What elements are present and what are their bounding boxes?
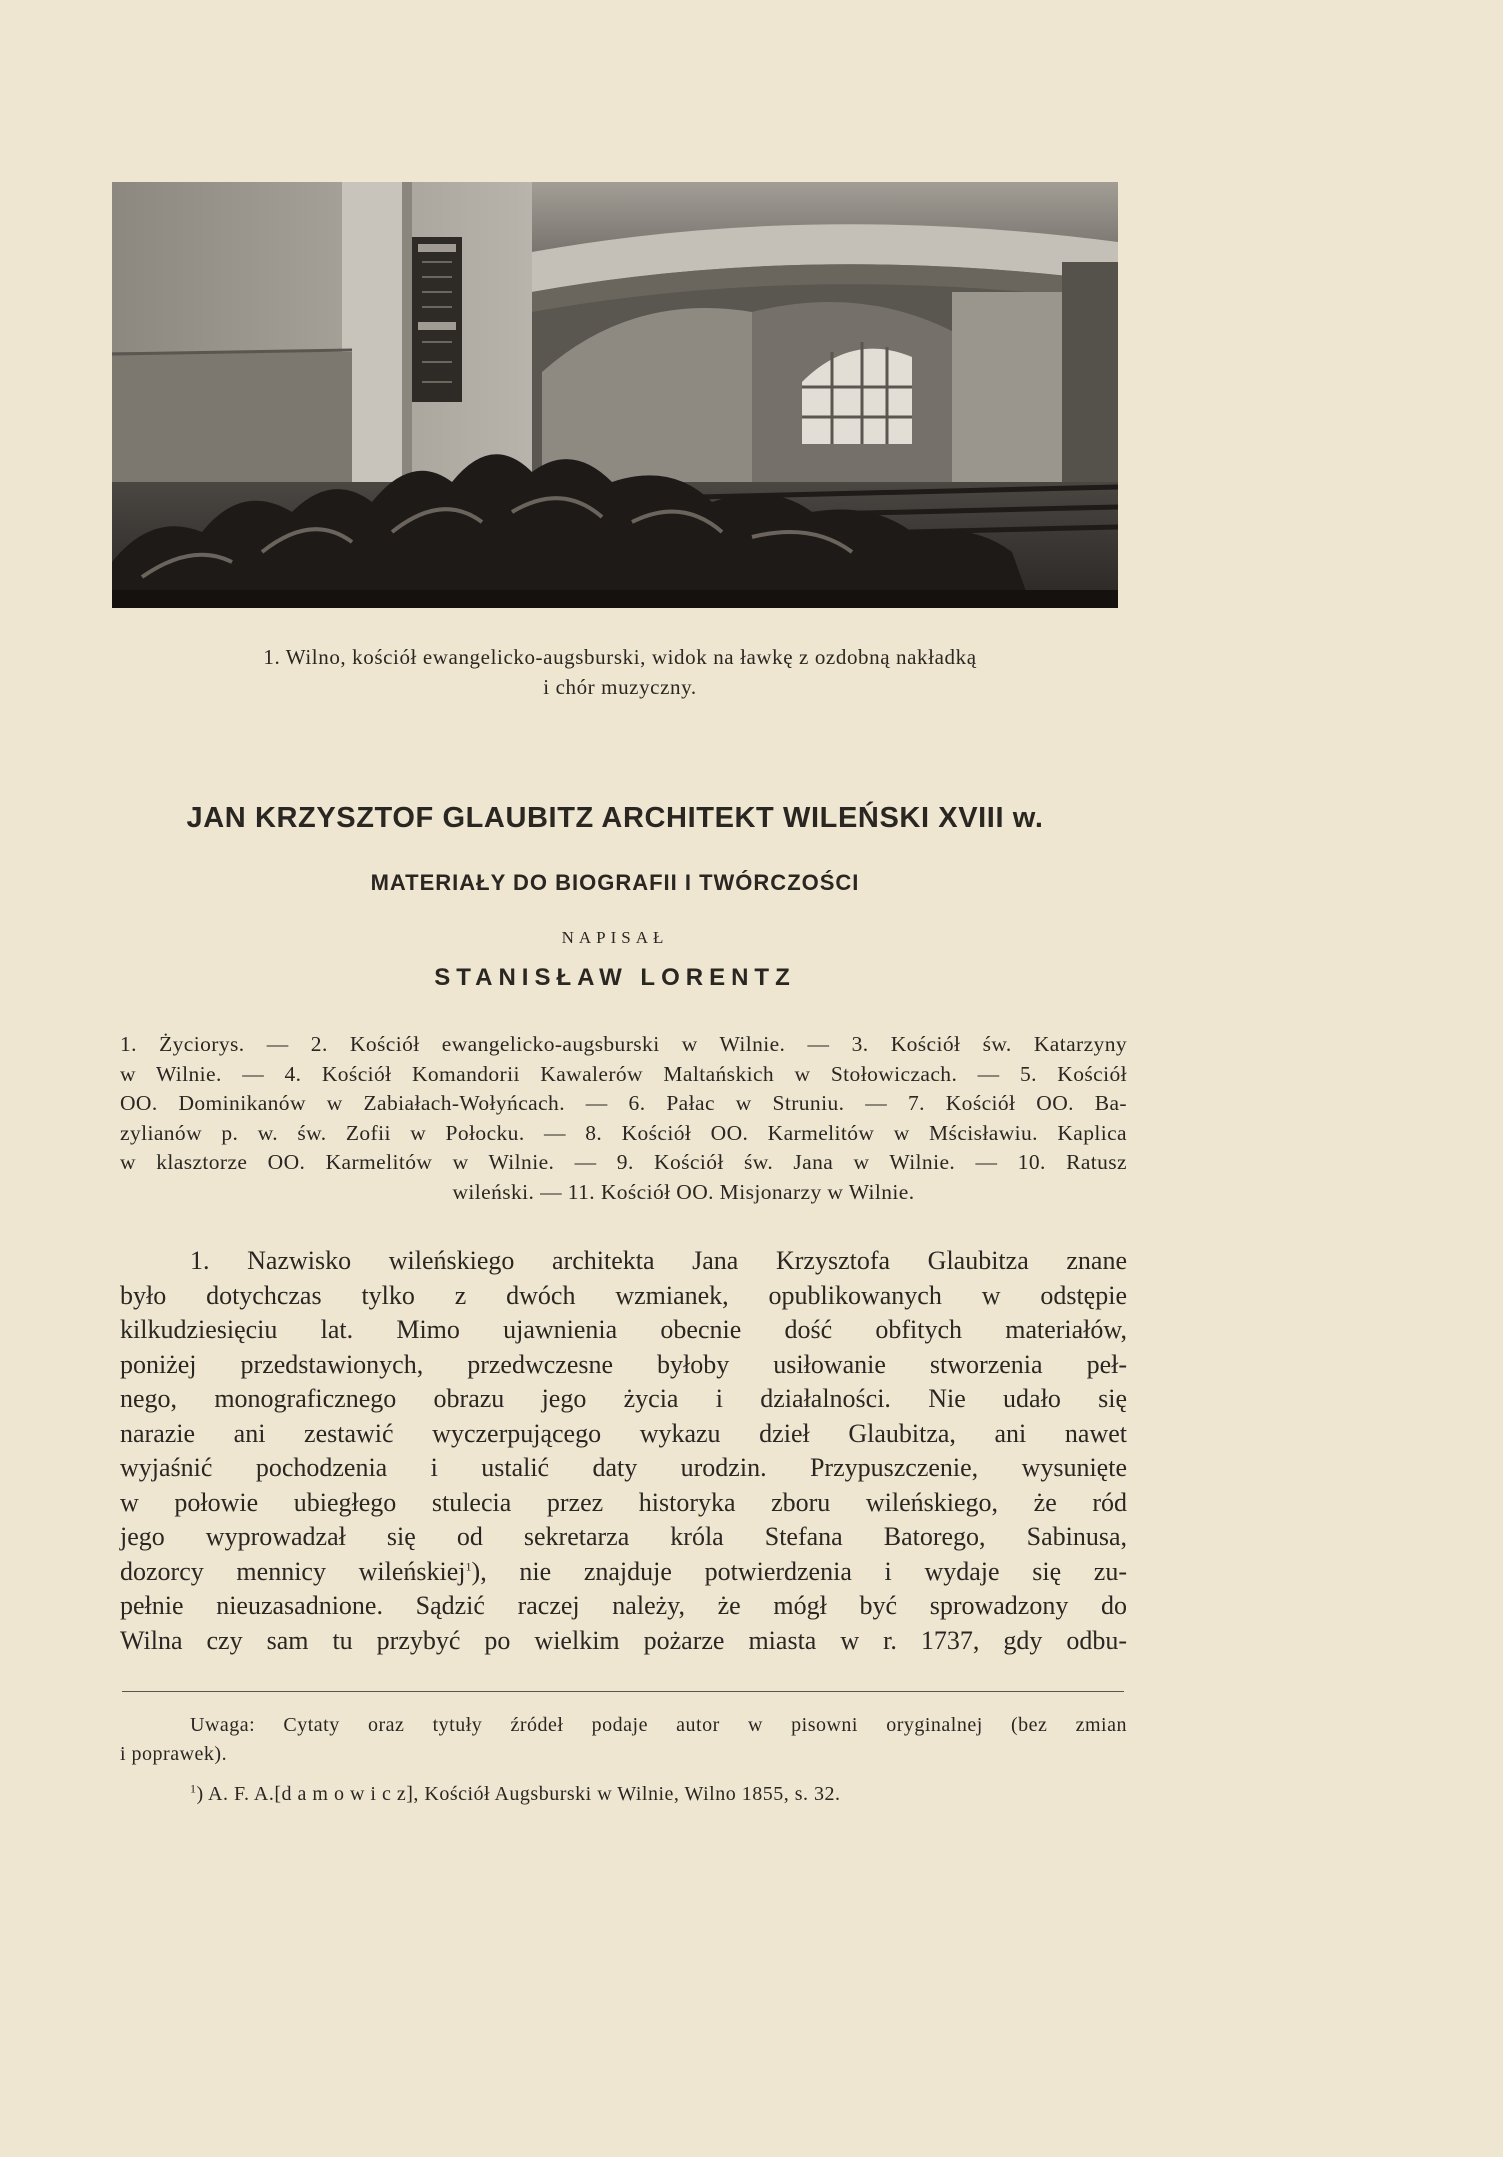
body-line: nego, monograficznego obrazu jego życia i działalności. Nie udało się [120, 1384, 1127, 1413]
article-title: JAN KRZYSZTOF GLAUBITZ ARCHITEKT WILEŃSKI XVIII w. [186, 802, 1044, 834]
body-line: pełnie nieuzasadnione. Sądzić raczej należy, że mógł być sprowadzony do [120, 1591, 1127, 1620]
article-subtitle: MATERIAŁY DO BIOGRAFII I TWÓRCZOŚCI [370, 870, 860, 895]
editorial-note [120, 1711, 1127, 1769]
toc-line: 1. Życiorys. — 2. Kościół ewangelicko-augsburski w Wilnie. — 3. Kościół św. Katarzyny [120, 1032, 1127, 1056]
footnote-marker: 1 [190, 1781, 197, 1796]
body-line-part: dozorcy mennicy wileńskiej [120, 1556, 466, 1586]
body-line: Wilna czy sam tu przybyć po wielkim pożarze miasta w r. 1737, gdy odbu- [120, 1625, 1127, 1655]
figure-caption [150, 642, 1090, 702]
body-line: poniżej przedstawionych, przedwczesne byłoby usiłowanie stworzenia peł- [120, 1349, 1127, 1379]
body-line: w połowie ubiegłego stulecia przez historyka zboru wileńskiego, że ród [120, 1487, 1127, 1517]
body-line: narazie ani zestawić wyczerpującego wykazu dzieł Glaubitza, ani nawet [120, 1418, 1127, 1448]
figure-caption-line-2: i chór muzyczny. [543, 675, 697, 699]
body-line: jego wyprowadzał się od sekretarza króla Stefana Batorego, Sabinusa, [120, 1522, 1127, 1551]
footnote-text: ) A. F. A.[d a m o w i c z], Kościół Augsburski w Wilnie, Wilno 1855, s. 32. [196, 1783, 841, 1805]
toc-line: w klasztorze OO. Karmelitów w Wilnie. — 9. Kościół św. Jana w Wilnie. — 10. Ratusz [120, 1150, 1127, 1174]
author-name: STANISŁAW LORENTZ [434, 964, 796, 991]
body-line-with-footnote [120, 1555, 1127, 1590]
body-line: było dotychczas tylko z dwóch wzmianek, opublikowanych w odstępie [120, 1280, 1127, 1310]
toc-line: OO. Dominikanów w Zabiałach-Wołyńcach. — 6. Pałac w Struniu. — 7. Kościół OO. Ba- [120, 1091, 1127, 1115]
church-interior-photo [112, 182, 1118, 608]
body-line: kilkudziesięciu lat. Mimo ujawnienia obecnie dość obfitych materiałów, [120, 1315, 1127, 1344]
body-paragraph [120, 1244, 1127, 1658]
note-line: i poprawek). [120, 1743, 228, 1765]
body-line: 1. Nazwisko wileńskiego architekta Jana Krzysztofa Glaubitza znane [190, 1246, 1127, 1275]
toc-line: zylianów p. w. św. Zofii w Połocku. — 8. Kościół OO. Karmelitów w Mścisławiu. Kaplica [120, 1120, 1127, 1145]
footnote-divider [122, 1691, 1124, 1692]
toc-line: wileński. — 11. Kościół OO. Misjonarzy w Wilnie. [452, 1179, 915, 1204]
body-line: wyjaśnić pochodzenia i ustalić daty urodzin. Przypuszczenie, wysunięte [120, 1453, 1127, 1482]
footnote [190, 1780, 1090, 1809]
note-line: Uwaga: Cytaty oraz tytuły źródeł podaje autor w pisowni oryginalnej (bez zmian [190, 1714, 1127, 1736]
byline-label: NAPISAŁ [561, 928, 669, 947]
body-line-part: ), nie znajduje potwierdzenia i wydaje się zu- [471, 1556, 1128, 1586]
figure-caption-line-1: 1. Wilno, kościół ewangelicko-augsburski, widok na ławkę z ozdobną nakładką [263, 645, 977, 669]
table-of-contents [120, 1030, 1127, 1207]
toc-line: w Wilnie. — 4. Kościół Komandorii Kawalerów Maltańskich w Stołowiczach. — 5. Kościół [120, 1061, 1127, 1086]
footnote-reference: 1 [465, 1558, 472, 1573]
